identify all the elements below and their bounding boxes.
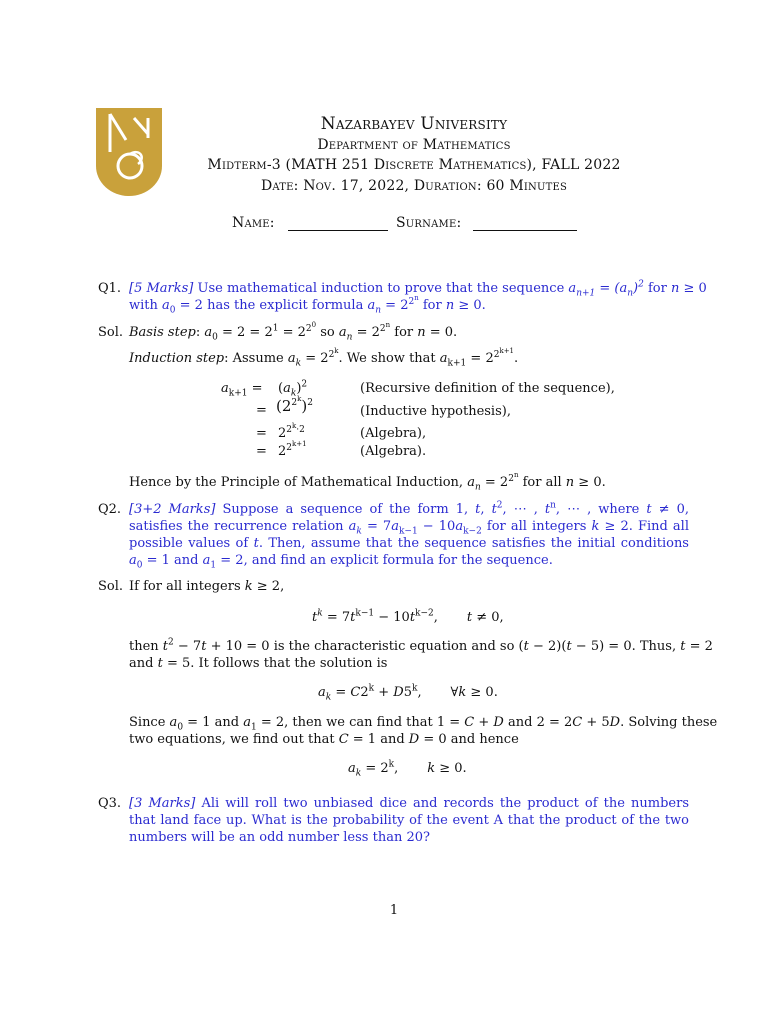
step-2-rhs: $(2^{2^k})^2$	[276, 395, 313, 415]
step-4-rhs: $2^{2^{k+1}}$	[278, 439, 307, 459]
q3-body: Ali will roll two unbiased dice and records the product of the numbers that land face up. What is the probability of the event A that the product of the two numbers will be an odd number less than 20?	[129, 796, 690, 845]
sol2-char-line1: then $t^2 - 7t + 10 = 0$ is the characteristic equation and so (t − 2)(t − 5) = 0. Thus, t = 2	[129, 637, 713, 654]
q2-text: [3+2 Marks] Suppose a sequence of the form 1, t, $t^2$, ⋯ , $t^n$, ⋯ , where t ≠ 0, satisfies the recurrence relation $a_k = 7a_{k-1} - 10a_{k-2}$ for all integers k ≥ 2. Find all possible values of t. Then, assume that the sequence satisfies the initial conditions $a_0 = 1$ and $a_1 = 2$, and find an explicit formula for the sequence.	[129, 500, 689, 571]
step-2-reason: (Inductive hypothesis),	[360, 404, 511, 419]
step-4-reason: (Algebra).	[360, 444, 427, 459]
exam-title: Midterm-3 (MATH 251 Discrete Mathematics), FALL 2022	[207, 157, 621, 173]
step-3-eq: =	[256, 426, 267, 441]
step-3-rhs: $2^{2^k\cdot 2}$	[278, 421, 305, 441]
step-1-lhs: $a_{k+1}$ =	[221, 381, 263, 399]
university-title: Nazarbayev University	[320, 114, 508, 134]
step-1-reason: (Recursive definition of the sequence),	[360, 381, 615, 396]
q2-label: Q2.	[98, 502, 122, 517]
q1-text-line2: with $a_0 = 2$ has the explicit formula $a_n = 2^{2^n}$ for n ≥ 0.	[129, 293, 486, 316]
induction-step-label: Induction step	[129, 351, 225, 366]
sol1-label: Sol.	[98, 325, 124, 340]
name-label: Name:	[232, 215, 275, 231]
sol2-intro: If for all integers k ≥ 2,	[129, 579, 285, 594]
q2-marks: [3+2 Marks]	[129, 502, 216, 517]
sol2-eq3: $a_k = 2^k$, k ≥ 0.	[348, 759, 467, 779]
q1-text-line1	[129, 279, 707, 299]
step-4-eq: =	[256, 444, 267, 459]
department-title: Department of Mathematics	[317, 137, 511, 153]
sol1-basis: Basis step: $a_0 = 2 = 2^1 = 2^{2^0}$ so $a_n = 2^{2^n}$ for n = 0.	[129, 320, 458, 343]
q1-line1-cond: for n ≥ 0	[648, 281, 707, 296]
surname-label: Surname:	[396, 215, 462, 231]
sol1-induction: Induction step: Assume $a_k = 2^{2^k}$. We show that $a_{k+1} = 2^{2^{k+1}}$.	[129, 346, 519, 369]
q1-label: Q1.	[98, 281, 122, 296]
q3-label: Q3.	[98, 796, 122, 811]
sol2-eq2: $a_k = C2^k + D5^k$, ∀k ≥ 0.	[318, 683, 498, 703]
q3-marks: [3 Marks]	[129, 796, 196, 811]
q1-line1-text: Use mathematical induction to prove that the sequence	[197, 281, 565, 296]
step-1-rhs: $(a_k)^2$	[278, 379, 308, 399]
sol2-eq1: $t^k = 7t^{k-1} - 10t^{k-2}$, t ≠ 0,	[312, 608, 504, 625]
step-2-eq: =	[256, 403, 267, 418]
page-number: 1	[389, 903, 399, 918]
basis-step-label: Basis step	[129, 325, 196, 340]
sol2-label: Sol.	[98, 579, 124, 594]
q3-text	[129, 795, 689, 846]
sol2-since-line2: two equations, we find out that C = 1 and D = 0 and hence	[129, 732, 519, 747]
exam-date: Date: Nov. 17, 2022, Duration: 60 Minutes	[260, 178, 567, 194]
surname-field[interactable]	[473, 230, 577, 231]
q1-marks: [5 Marks]	[129, 281, 194, 296]
q1-line1-eq: $a_{n+1} = (a_n)^2$	[568, 279, 644, 299]
sol2-since-line1: Since $a_0 = 1$ and $a_1 = 2$, then we can find that 1 = C + D and 2 = 2C + 5D. Solving these	[129, 715, 718, 733]
name-field[interactable]	[288, 230, 388, 231]
sol2-char-line2: and t = 5. It follows that the solution is	[129, 656, 388, 671]
step-3-reason: (Algebra),	[360, 426, 427, 441]
sol1-conclusion: Hence by the Principle of Mathematical Induction, $a_n = 2^{2^n}$ for all n ≥ 0.	[129, 470, 606, 493]
